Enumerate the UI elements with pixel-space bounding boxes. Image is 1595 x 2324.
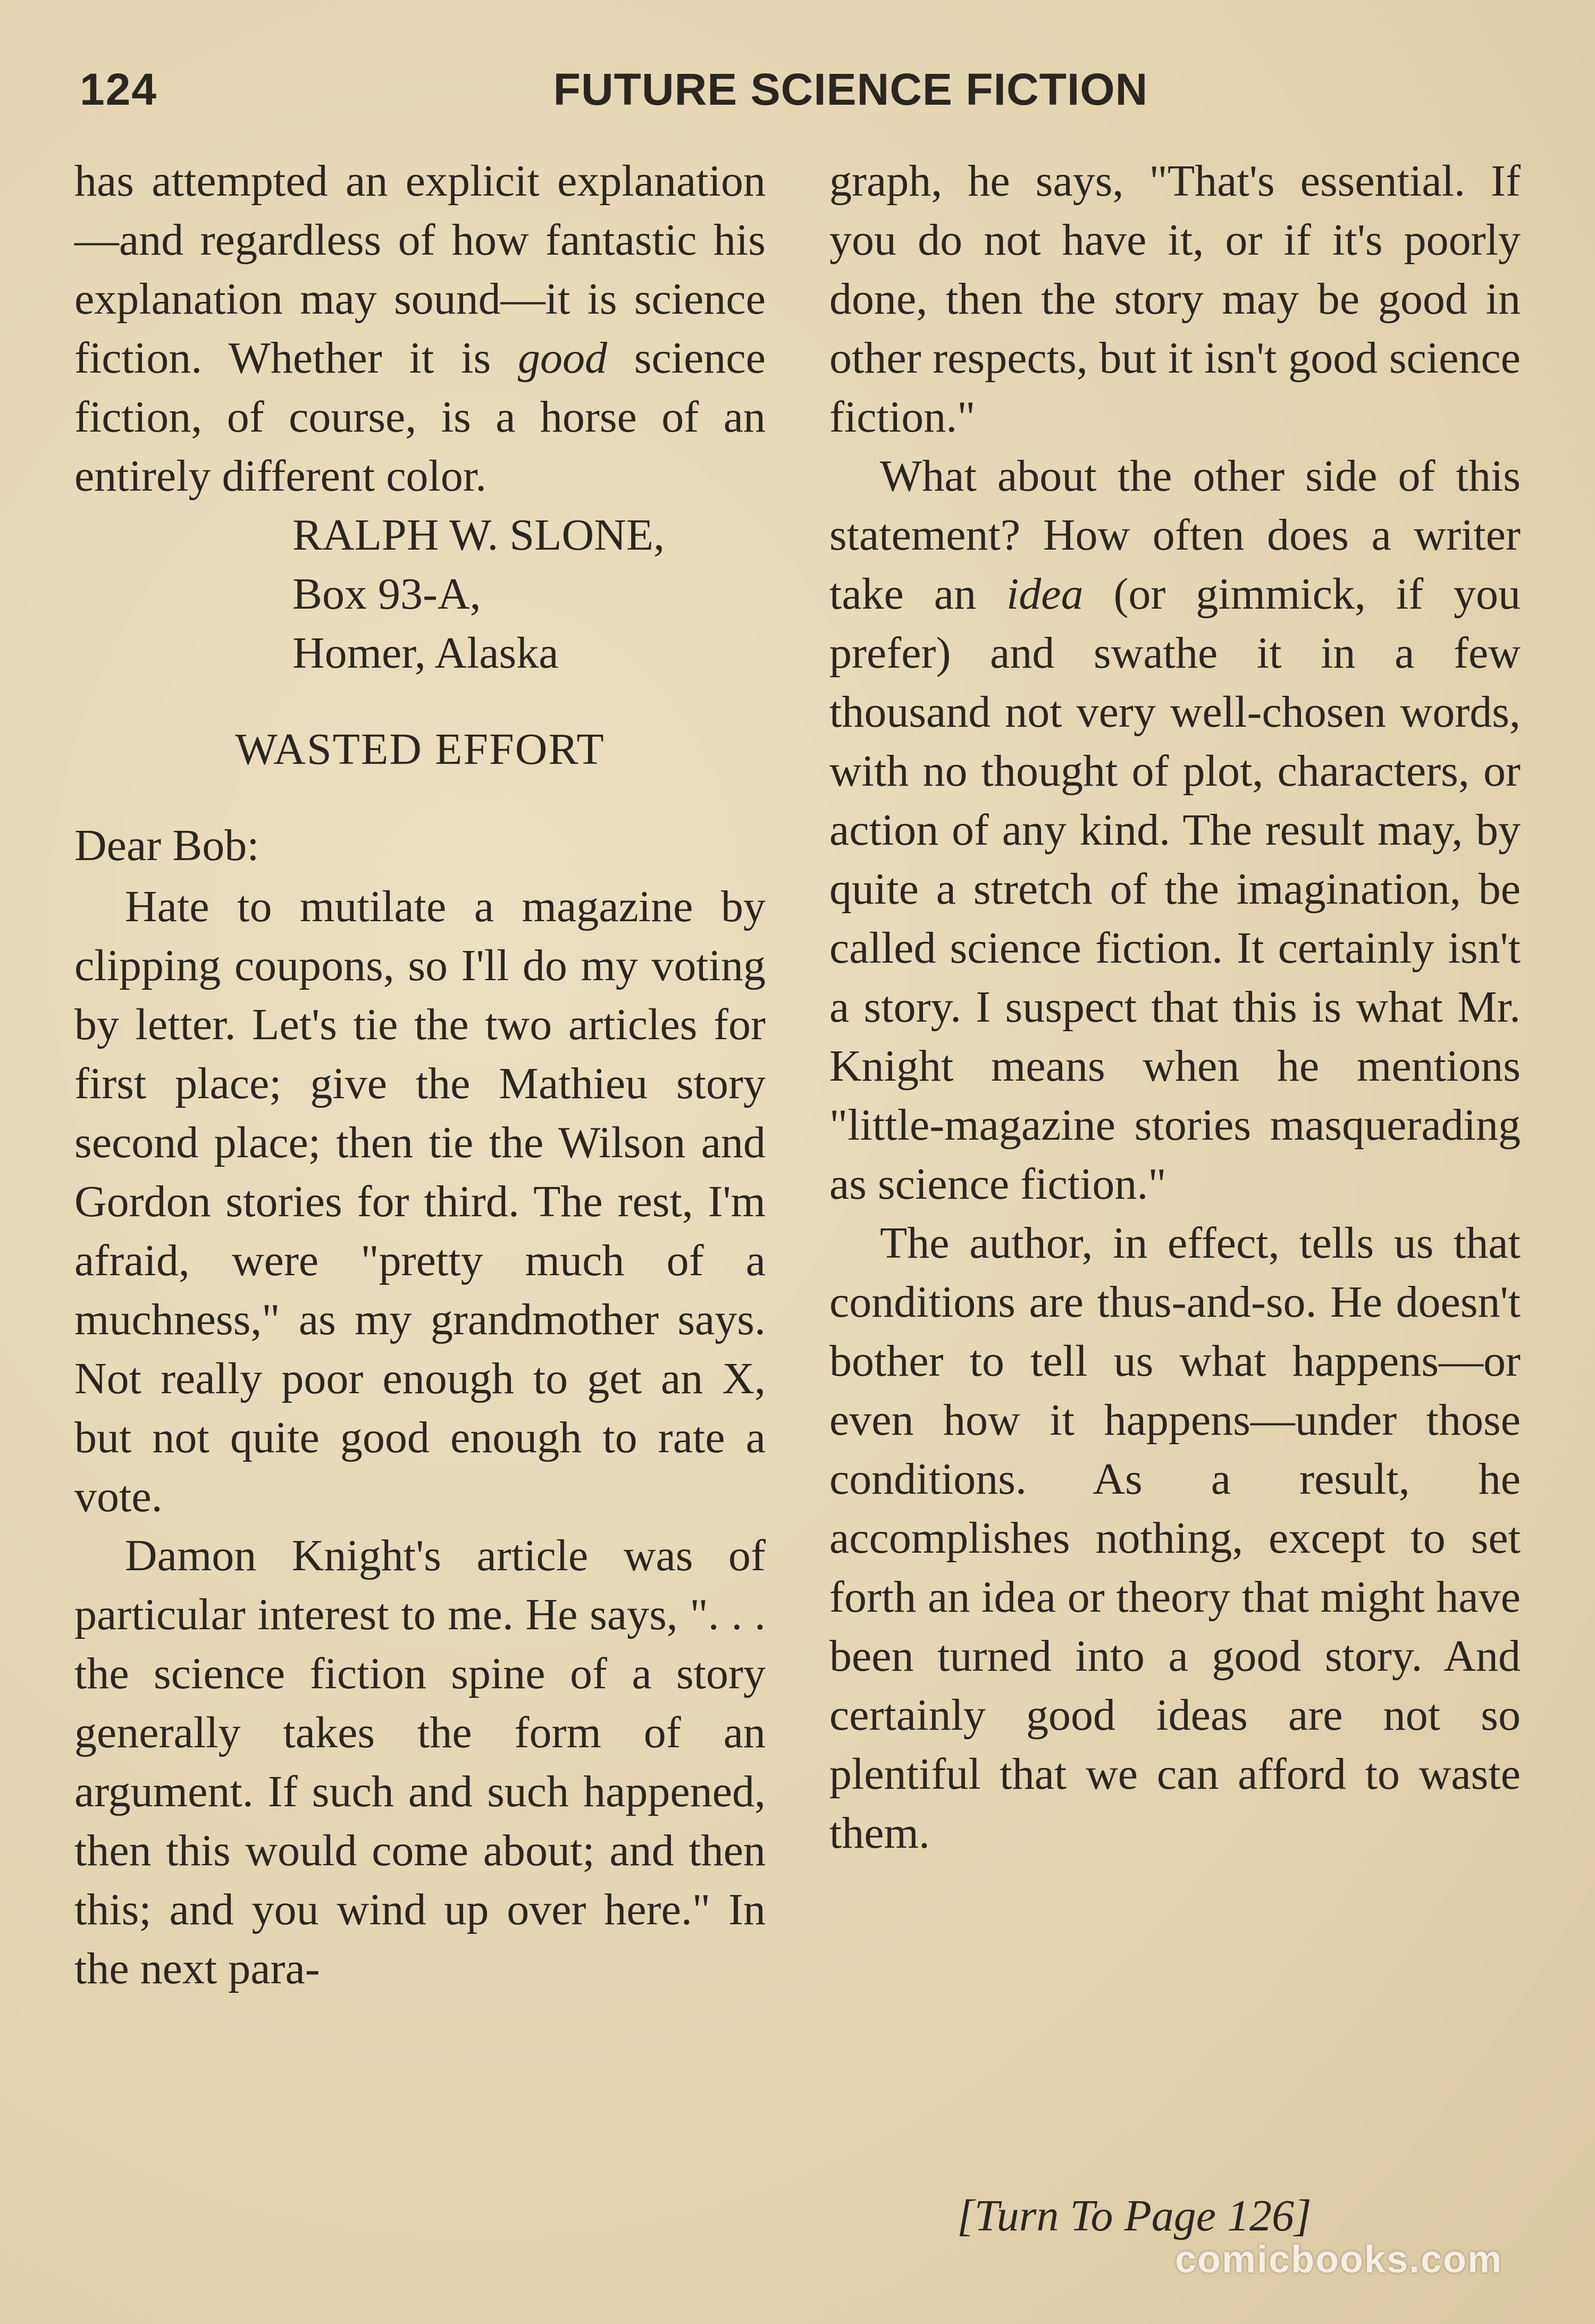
running-title: FUTURE SCIENCE FICTION: [553, 64, 1148, 114]
paragraph: graph, he says, "That's essential. If you do not have it, or if it's poorly done, then the story may be good in other respects, but it isn't good science fiction.": [829, 156, 1521, 442]
signature-address: Box 93-A,: [292, 569, 481, 619]
paragraph: has attempted an explicit explanation—and regardless of how fantastic his explanation may sound—it is science fiction. Whether it is good science fiction, of course, is a horse of an entirely different color.: [74, 156, 766, 501]
paragraph: Hate to mutilate a magazine by clipping coupons, so I'll do my voting by letter. Let's tie the two articles for first place; give the Mathieu story second place; then tie the Wilson and Gordon stories for third. The rest, I'm afraid, were "pretty much of a muchness," as my grandmother says. Not really poor enough to get an X, but not quite good enough to rate a vote.: [74, 882, 766, 1521]
section-heading: WASTED EFFORT: [235, 725, 605, 774]
emphasis: idea: [1006, 569, 1084, 619]
paragraph: Damon Knight's article was of particular interest to me. He says, ". . . the science fiction spine of a story generally takes the form of an argument. If such and such happened, then this would come about; and then this; and you wind up over here." In the next para-: [74, 1531, 766, 1993]
turn-to-page-note: [Turn To Page 126]: [957, 2191, 1312, 2241]
page-number: 124: [80, 64, 158, 114]
page-header: [80, 64, 1526, 128]
salutation: Dear Bob:: [74, 821, 259, 870]
signature-name: RALPH W. SLONE,: [292, 510, 665, 560]
left-column: [74, 151, 766, 1998]
paragraph: What about the other side of this statement? How often does a writer take an idea (or gimmick, if you prefer) and swathe it in a few thousand not very well-chosen words, with no thought of plot, characters, or action of any kind. The result may, by quite a stretch of the imagination, be called science fiction. It certainly isn't a story. I suspect that this is what Mr. Knight means when he mentions "little-magazine stories masquerading as science fiction.": [829, 451, 1521, 1209]
emphasis: good: [517, 333, 607, 383]
watermark: comicbooks.com: [1175, 2238, 1503, 2281]
right-column: [829, 151, 1521, 1863]
paragraph: The author, in effect, tells us that conditions are thus-and-so. He doesn't bother to tell us what happens—or even how it happens—under those conditions. As a result, he accomplishes nothing, except to set forth an idea or theory that might have been turned into a good story. And certainly good ideas are not so plentiful that we can afford to waste them.: [829, 1218, 1521, 1858]
signature-city: Homer, Alaska: [292, 628, 559, 678]
